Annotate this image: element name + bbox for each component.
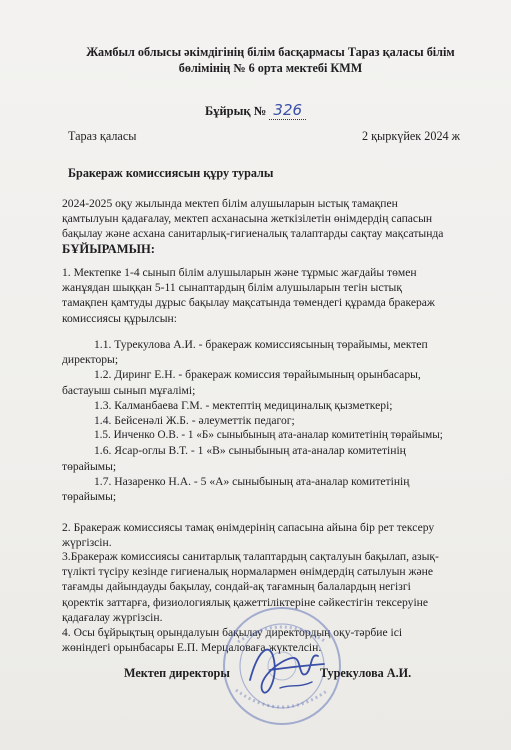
decree-word: БҰЙЫРАМЫН: (62, 241, 156, 256)
intro-line: қамтылуын қадағалау, мектеп асханасына жеткізілетін өнімдердің сапасын (62, 212, 433, 226)
list-item-continuation: төрайымы; (62, 459, 117, 473)
document-header (60, 44, 481, 76)
list-item: 1.3. Калманбаева Г.М. - мектептің медициналық қызметкері; (94, 398, 393, 412)
paragraph-line: жүргізсін. (62, 536, 112, 550)
paragraph-line: 1. Мектепке 1-4 сынып білім алушыларын және тұрмыс жағдайы төмен (62, 266, 417, 279)
intro-line: бақылау және асхана санитарлық-гигиеналық талаптарды сақтау мақсатында (62, 227, 444, 241)
list-item-continuation: бастауыш сынып мұғалімі; (62, 383, 196, 397)
paragraph-line: тамақпен қамтуды дұрыс бақылау мақсатында төмендегі құрамда бракераж (62, 296, 435, 310)
list-item: 1.1. Турекулова А.И. - бракераж комиссиясының төрайымы, мектеп (94, 338, 428, 351)
paragraph-line: тағамды дайындауды бақылау, сондай-ақ тағамның балалардың негізгі (62, 580, 411, 594)
paragraph-2 (62, 520, 484, 550)
list-item: 1.7. Назаренко Н.А. - 5 «А» сыныбының ата-аналар комитетінің (94, 474, 410, 488)
signatory-position: Мектеп директоры (124, 666, 230, 680)
order-title (0, 101, 511, 119)
list-item: 1.5. Инченко О.В. - 1 «Б» сыныбының ата-аналар комитетінің төрайымы; (94, 429, 443, 442)
commission-list (62, 337, 484, 504)
paragraph-1 (62, 265, 484, 326)
list-item-continuation: директоры; (62, 353, 119, 367)
date: 2 қыркүйек 2024 ж (362, 129, 461, 143)
paragraph-line: түлікті түсіру кезінде гигиеналық нормалармен өнімдердің сатылуын және (62, 565, 434, 579)
list-item: 1.6. Ясар-оглы В.Т. - 1 «В» сыныбының ата-аналар комитетінің (94, 444, 406, 458)
city: Тараз қаласы (68, 129, 137, 143)
paragraph-line: қадағалау жүргізсін. (62, 610, 163, 624)
intro-paragraph (62, 196, 484, 257)
header-line-2: бөлімінің № 6 орта мектебі КММ (178, 61, 363, 75)
paragraph-line: комиссиясы құрылсын: (62, 311, 177, 325)
paragraph-line: қоректік заттарға, физиологиялық қажеттіліктеріне сәйкестігін тексеруіне (62, 595, 429, 609)
paragraph-line: жанұядан шыққан 5-11 сынаптардың білім алушыларын тегін ыстық (62, 281, 402, 295)
paragraph-line: 4. Осы бұйрықтың орындалуын бақылау директордың оқу-тәрбие ісі (62, 626, 403, 639)
paragraph-line: 2. Бракераж комиссиясы тамақ өнімдерінің сапасына айына бір рет тексеру (62, 521, 435, 534)
paragraph-line: 3.Бракераж комиссиясы санитарлық талаптардың сақталуын бақылап, азық- (62, 550, 439, 563)
list-item: 1.2. Диринг Е.Н. - бракераж комиссия төрайымының орынбасары, (94, 368, 421, 382)
subject-title: Бракераж комиссиясын құру туралы (68, 166, 274, 180)
signatory-name: Турекулова А.И. (320, 666, 412, 680)
paragraph-line: жөніндегі орынбасары Е.П. Мерцаловаға жүктелсін. (62, 641, 322, 655)
intro-line: 2024-2025 оқу жылында мектеп білім алушыларын ыстық тамақпен (62, 197, 398, 210)
header-line-1: Жамбыл облысы әкімдігінің білім басқармасы Тараз қаласы білім (86, 45, 455, 59)
order-number: 326 (269, 101, 306, 120)
order-label: Бұйрық № (204, 104, 267, 118)
list-item: 1.4. Бейсенәлі Ж.Б. - әлеуметтік педагог; (94, 414, 295, 428)
list-item-continuation: төрайымы; (62, 490, 117, 504)
signature-icon (240, 630, 330, 710)
